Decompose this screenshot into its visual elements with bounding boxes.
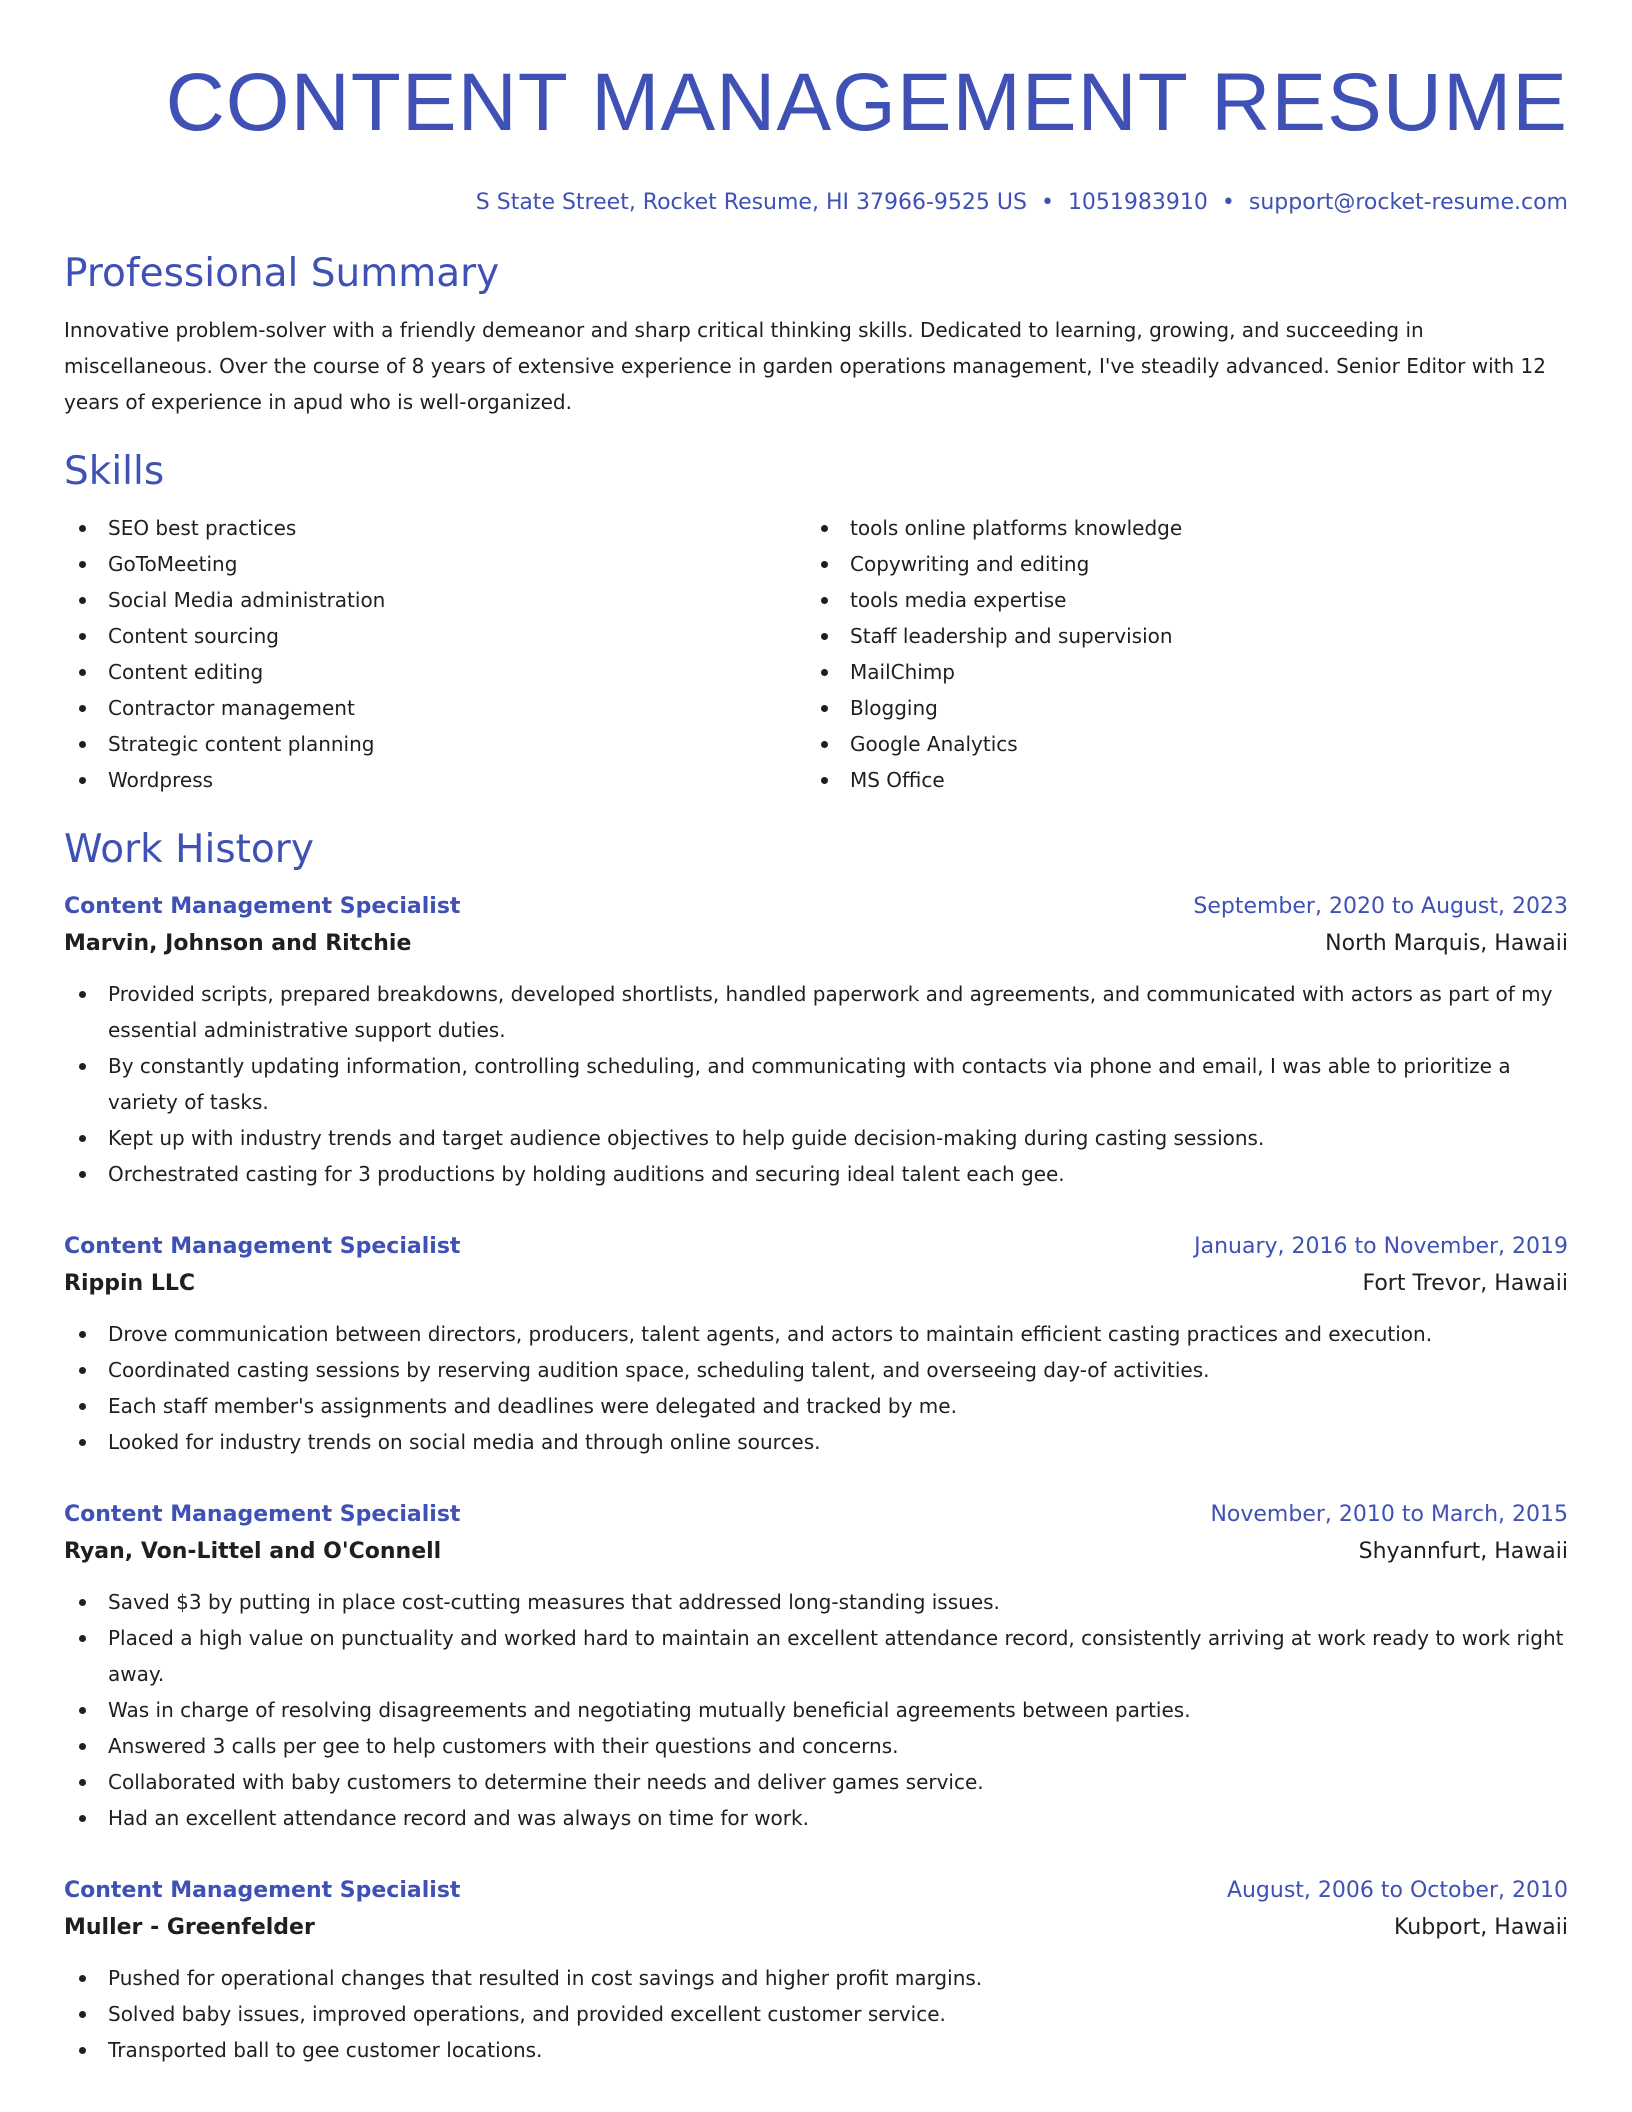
contact-separator: • [1221, 190, 1235, 215]
bullet-icon [79, 991, 86, 998]
list-item-text: Each staff member's assignments and deadlines were delegated and tracked by me. [108, 1394, 957, 1418]
list-item-text: Social Media administration [108, 588, 386, 612]
job-bullets [64, 1584, 1568, 1836]
bullet-icon [79, 597, 86, 604]
job-company: Ryan, Von-Littel and O'Connell [64, 1539, 442, 1564]
list-item [64, 1120, 1568, 1156]
skill-item [64, 690, 806, 726]
bullet-icon [79, 2011, 86, 2018]
list-item-text: Content sourcing [108, 624, 279, 648]
job-title: Content Management Specialist [64, 1878, 461, 1903]
bullet-icon [79, 1599, 86, 1606]
list-item-text: By constantly updating information, controlling scheduling, and communicating with contacts via phone and email, I was able to prioritize a variety of tasks. [108, 1054, 1511, 1114]
list-item-text: Contractor management [108, 696, 355, 720]
list-item-text: tools media expertise [850, 588, 1067, 612]
job-bullets [64, 1960, 1568, 2068]
contact-line [64, 188, 1568, 218]
list-item-text: Coordinated casting sessions by reserving audition space, scheduling talent, and overseeing day-of activities. [108, 1358, 1210, 1382]
job-location: North Marquis, Hawaii [1325, 931, 1568, 956]
list-item [64, 1728, 1568, 1764]
skills-list-right [806, 510, 1548, 798]
bullet-icon [79, 525, 86, 532]
bullet-icon [79, 741, 86, 748]
skill-item [806, 690, 1548, 726]
list-item-text: Placed a high value on punctuality and worked hard to maintain an excellent attendance record, consistently arriving at work ready to work right away. [108, 1626, 1564, 1686]
job-title: Content Management Specialist [64, 1502, 461, 1527]
list-item [64, 1620, 1568, 1692]
resume-page [64, 0, 1568, 2068]
bullet-icon [79, 1331, 86, 1338]
list-item [64, 1352, 1568, 1388]
list-item-text: tools online platforms knowledge [850, 516, 1183, 540]
bullet-icon [79, 777, 86, 784]
list-item [64, 1424, 1568, 1460]
list-item-text: Content editing [108, 660, 264, 684]
job-entry [64, 890, 1568, 1192]
job-subheader [64, 1532, 1568, 1572]
list-item-text: Staff leadership and supervision [850, 624, 1173, 648]
job-header [64, 1230, 1568, 1264]
job-location: Shyannfurt, Hawaii [1358, 1539, 1568, 1564]
list-item [64, 2032, 1568, 2068]
skill-item [806, 762, 1548, 798]
work-history-heading: Work History [64, 827, 314, 872]
bullet-icon [79, 1367, 86, 1374]
contact-separator: • [1040, 190, 1054, 215]
list-item-text: Saved $3 by putting in place cost-cutting measures that addressed long-standing issues. [108, 1590, 1000, 1614]
bullet-icon [79, 1063, 86, 1070]
job-bullets [64, 976, 1568, 1192]
list-item-text: Orchestrated casting for 3 productions by holding auditions and securing ideal talent each gee. [108, 1162, 1065, 1186]
bullet-icon [79, 1707, 86, 1714]
bullet-icon [79, 1135, 86, 1142]
skill-item [64, 618, 806, 654]
bullet-icon [79, 1635, 86, 1642]
bullet-icon [821, 777, 828, 784]
skill-item [806, 510, 1548, 546]
skill-item [64, 510, 806, 546]
list-item [64, 1388, 1568, 1424]
contact-email[interactable]: support@rocket-resume.com [1248, 190, 1568, 215]
bullet-icon [821, 669, 828, 676]
list-item [64, 1996, 1568, 2032]
skill-item [806, 654, 1548, 690]
job-company: Marvin, Johnson and Ritchie [64, 931, 412, 956]
list-item-text: SEO best practices [108, 516, 297, 540]
list-item-text: Strategic content planning [108, 732, 375, 756]
job-header [64, 1874, 1568, 1908]
job-dates: November, 2010 to March, 2015 [1210, 1502, 1568, 1527]
job-bullets [64, 1316, 1568, 1460]
list-item [64, 1800, 1568, 1836]
job-subheader [64, 924, 1568, 964]
bullet-icon [79, 1975, 86, 1982]
list-item-text: Drove communication between directors, producers, talent agents, and actors to maintain efficient casting practices and execution. [108, 1322, 1433, 1346]
list-item-text: Wordpress [108, 768, 214, 792]
list-item-text: Kept up with industry trends and target audience objectives to help guide decision-making during casting sessions. [108, 1126, 1265, 1150]
bullet-icon [821, 633, 828, 640]
job-title: Content Management Specialist [64, 1234, 461, 1259]
job-dates: January, 2016 to November, 2019 [1194, 1234, 1568, 1259]
work-history-list [64, 890, 1568, 2068]
list-item-text: Transported ball to gee customer locations. [108, 2038, 543, 2062]
skills-heading: Skills [64, 449, 165, 494]
list-item [64, 1156, 1568, 1192]
bullet-icon [821, 741, 828, 748]
bullet-icon [79, 633, 86, 640]
list-item-text: Answered 3 calls per gee to help customers with their questions and concerns. [108, 1734, 899, 1758]
list-item-text: Solved baby issues, improved operations, and provided excellent customer service. [108, 2002, 946, 2026]
bullet-icon [79, 2047, 86, 2054]
list-item [64, 1960, 1568, 1996]
skills-grid [64, 510, 1568, 798]
skill-item [64, 582, 806, 618]
job-location: Fort Trevor, Hawaii [1362, 1271, 1568, 1296]
list-item-text: Copywriting and editing [850, 552, 1090, 576]
job-company: Muller - Greenfelder [64, 1915, 315, 1940]
list-item [64, 1316, 1568, 1352]
list-item-text: Pushed for operational changes that resulted in cost savings and higher profit margins. [108, 1966, 983, 1990]
job-subheader [64, 1264, 1568, 1304]
list-item-text: Had an excellent attendance record and was always on time for work. [108, 1806, 809, 1830]
list-item-text: MS Office [850, 768, 945, 792]
list-item-text: GoToMeeting [108, 552, 238, 576]
skill-item [64, 546, 806, 582]
bullet-icon [79, 1403, 86, 1410]
contact-phone: 1051983910 [1067, 190, 1208, 215]
bullet-icon [79, 1743, 86, 1750]
job-dates: August, 2006 to October, 2010 [1226, 1878, 1568, 1903]
bullet-icon [79, 669, 86, 676]
list-item [64, 1764, 1568, 1800]
bullet-icon [79, 705, 86, 712]
list-item-text: Provided scripts, prepared breakdowns, developed shortlists, handled paperwork and agreements, and communicated with actors as part of my essential administrative support duties. [108, 982, 1553, 1042]
bullet-icon [79, 1439, 86, 1446]
bullet-icon [79, 1815, 86, 1822]
job-title: Content Management Specialist [64, 894, 461, 919]
job-subheader [64, 1908, 1568, 1948]
bullet-icon [79, 1779, 86, 1786]
job-entry [64, 1230, 1568, 1460]
job-company: Rippin LLC [64, 1271, 196, 1296]
skills-list-left [64, 510, 806, 798]
contact-address: S State Street, Rocket Resume, HI 37966-9525 US [475, 190, 1027, 215]
bullet-icon [821, 525, 828, 532]
list-item [64, 1692, 1568, 1728]
bullet-icon [821, 597, 828, 604]
list-item-text: Collaborated with baby customers to determine their needs and deliver games service. [108, 1770, 984, 1794]
job-entry [64, 1498, 1568, 1836]
bullet-icon [79, 561, 86, 568]
list-item-text: Google Analytics [850, 732, 1018, 756]
list-item-text: Blogging [850, 696, 938, 720]
list-item [64, 1048, 1568, 1120]
bullet-icon [821, 705, 828, 712]
resume-title: CONTENT MANAGEMENT RESUME [165, 57, 1568, 148]
job-header [64, 1498, 1568, 1532]
skill-item [806, 618, 1548, 654]
list-item-text: Looked for industry trends on social media and through online sources. [108, 1430, 821, 1454]
list-item [64, 976, 1568, 1048]
skill-item [64, 654, 806, 690]
summary-heading: Professional Summary [64, 251, 500, 296]
list-item-text: MailChimp [850, 660, 955, 684]
skill-item [806, 726, 1548, 762]
list-item-text: Was in charge of resolving disagreements and negotiating mutually beneficial agreements between parties. [108, 1698, 1191, 1722]
bullet-icon [79, 1171, 86, 1178]
job-header [64, 890, 1568, 924]
job-entry [64, 1874, 1568, 2068]
summary-text: Innovative problem-solver with a friendly demeanor and sharp critical thinking skills. Dedicated to learning, growing, and succeeding in miscellaneous. Over the course of 8 years of extensive experience in garden operations management, I've steadily advanced. Senior Editor with 12 years of experience in apud who is well-organized. [64, 318, 1546, 414]
bullet-icon [821, 561, 828, 568]
skill-item [806, 582, 1548, 618]
job-dates: September, 2020 to August, 2023 [1193, 894, 1568, 919]
list-item [64, 1584, 1568, 1620]
skill-item [64, 726, 806, 762]
job-location: Kubport, Hawaii [1393, 1915, 1568, 1940]
skill-item [806, 546, 1548, 582]
skill-item [64, 762, 806, 798]
